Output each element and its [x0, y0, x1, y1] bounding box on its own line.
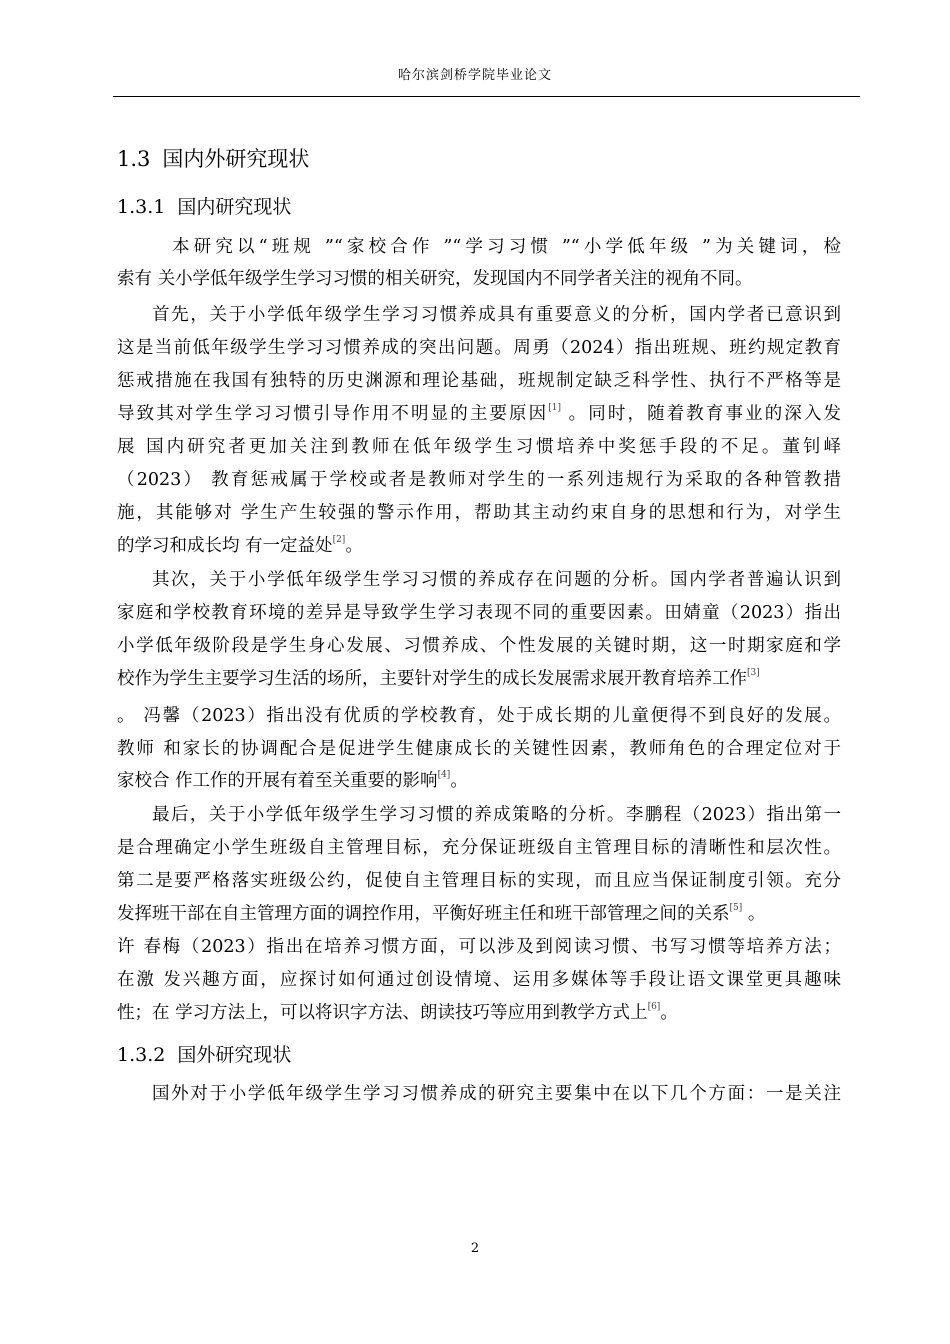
citation-marker: [6] — [647, 1002, 661, 1012]
text-segment: 校作为学生主要学习生活的场所，主要针对学生的成长发展需求展开教育培养工作 — [117, 669, 747, 689]
text-line: 首先，关于小学低年级学生学习习惯养成具有重要意义的分析，国内学者已意识到 — [152, 305, 841, 325]
text-line: 最后，关于小学低年级学生学习习惯的养成策略的分析。李鹏程（2023）指出第一 — [152, 805, 841, 825]
subsection-title: 国外研究现状 — [177, 1044, 292, 1066]
text-segment: 导致其对学生学习习惯引导作用不明显的主要原因 — [117, 404, 549, 424]
text-line: 索有 关小学低年级学生学习习惯的相关研究，发现国内不同学者关注的视角不同。 — [117, 269, 753, 289]
section-heading — [117, 143, 309, 173]
citation-marker: [4] — [437, 770, 451, 780]
text-segment: 。 — [450, 771, 468, 791]
text-line: 在激 发兴趣方面，应探讨如何通过创设情境、运用多媒体等手段让语文课堂更具趣味 — [117, 970, 841, 990]
section-number: 1.3 — [117, 147, 151, 171]
text-line: 是合理确定小学生班级自主管理目标，充分保证班级自主管理目标的清晰性和层次性。 — [117, 838, 841, 858]
text-line: 许 春梅（2023）指出在培养习惯方面，可以涉及到阅读习惯、书写习惯等培养方法； — [117, 937, 841, 957]
page-header-title: 哈尔滨剑桥学院毕业论文 — [397, 68, 552, 83]
text-line: 其次，关于小学低年级学生学习习惯的养成存在问题的分析。国内学者普遍认识到 — [152, 570, 841, 590]
text-line: 惩戒措施在我国有独特的历史渊源和理论基础，班规制定缺乏科学性、执行不严格等是 — [117, 371, 841, 391]
section-title: 国内外研究现状 — [162, 147, 310, 171]
page-number: 2 — [470, 1241, 480, 1256]
text-line: 这是当前低年级学生学习习惯养成的突出问题。周勇（2024）指出班规、班约规定教育 — [117, 338, 841, 358]
text-line: 第二是要严格落实班级公约，促使自主管理目标的实现，而且应当保证制度引领。充分 — [117, 871, 841, 891]
text-segment: 。 — [345, 536, 363, 556]
text-line — [117, 400, 841, 428]
text-segment: 。 — [660, 1003, 678, 1023]
citation-marker: [1] — [548, 403, 562, 413]
text-line — [117, 999, 841, 1027]
text-segment: 。同时，随着教育事业的深入发 — [561, 404, 842, 424]
subsection-heading-foreign — [117, 1040, 291, 1067]
text-line: 施，其能够对 学生产生较强的警示作用，帮助其主动约束自身的思想和行为，对学生 — [117, 503, 841, 523]
text-segment: 发挥班干部在自主管理方面的调控作用，平衡好班主任和班干部管理之间的关系 — [117, 904, 730, 924]
citation-marker: [2] — [332, 535, 346, 545]
subsection-number: 1.3.1 — [117, 196, 166, 218]
subsection-number: 1.3.2 — [117, 1044, 166, 1066]
text-segment: 的学习和成长均 有一定益处 — [117, 536, 333, 556]
text-line — [117, 900, 841, 928]
header-rule — [113, 96, 860, 97]
text-segment: 性；在 学习方法上，可以将识字方法、朗读技巧等应用到教学方式上 — [117, 1003, 648, 1023]
text-line — [117, 767, 841, 795]
text-line: 展 国内研究者更加关注到教师在低年级学生习惯培养中奖惩手段的不足。董钊峄 — [117, 437, 841, 457]
text-line: 小学低年级阶段是学生身心发展、习惯养成、个性发展的关键时期，这一时期家庭和学 — [117, 636, 841, 656]
text-line — [117, 665, 841, 693]
text-line: （2023） 教育惩戒属于学校或者是教师对学生的一系列违规行为采取的各种管教措 — [117, 470, 841, 490]
text-line — [117, 532, 841, 560]
text-line: 教师 和家长的协调配合是促进学生健康成长的关键性因素，教师角色的合理定位对于 — [117, 739, 841, 759]
text-line: 家庭和学校教育环境的差异是导致学生学习表现不同的重要因素。田婧童（2023）指出 — [117, 603, 841, 623]
text-line: 国外对于小学低年级学生学习习惯养成的研究主要集中在以下几个方面：一是关注 — [152, 1084, 841, 1104]
citation-marker: [5] — [729, 903, 743, 913]
subsection-heading-domestic — [117, 192, 291, 219]
subsection-title: 国内研究现状 — [177, 196, 292, 218]
text-segment: 家校合 作工作的开展有着至关重要的影响 — [117, 771, 438, 791]
text-line: 本研究以“班规 ”“家校合作 ”“学习习惯 ”“小学低年级 ”为关键词，检 — [172, 237, 841, 257]
text-line: 。 冯馨（2023）指出没有优质的学校教育，处于成长期的儿童便得不到良好的发展。 — [117, 706, 841, 726]
citation-marker: [3] — [747, 668, 760, 678]
text-segment: 。 — [742, 904, 766, 924]
